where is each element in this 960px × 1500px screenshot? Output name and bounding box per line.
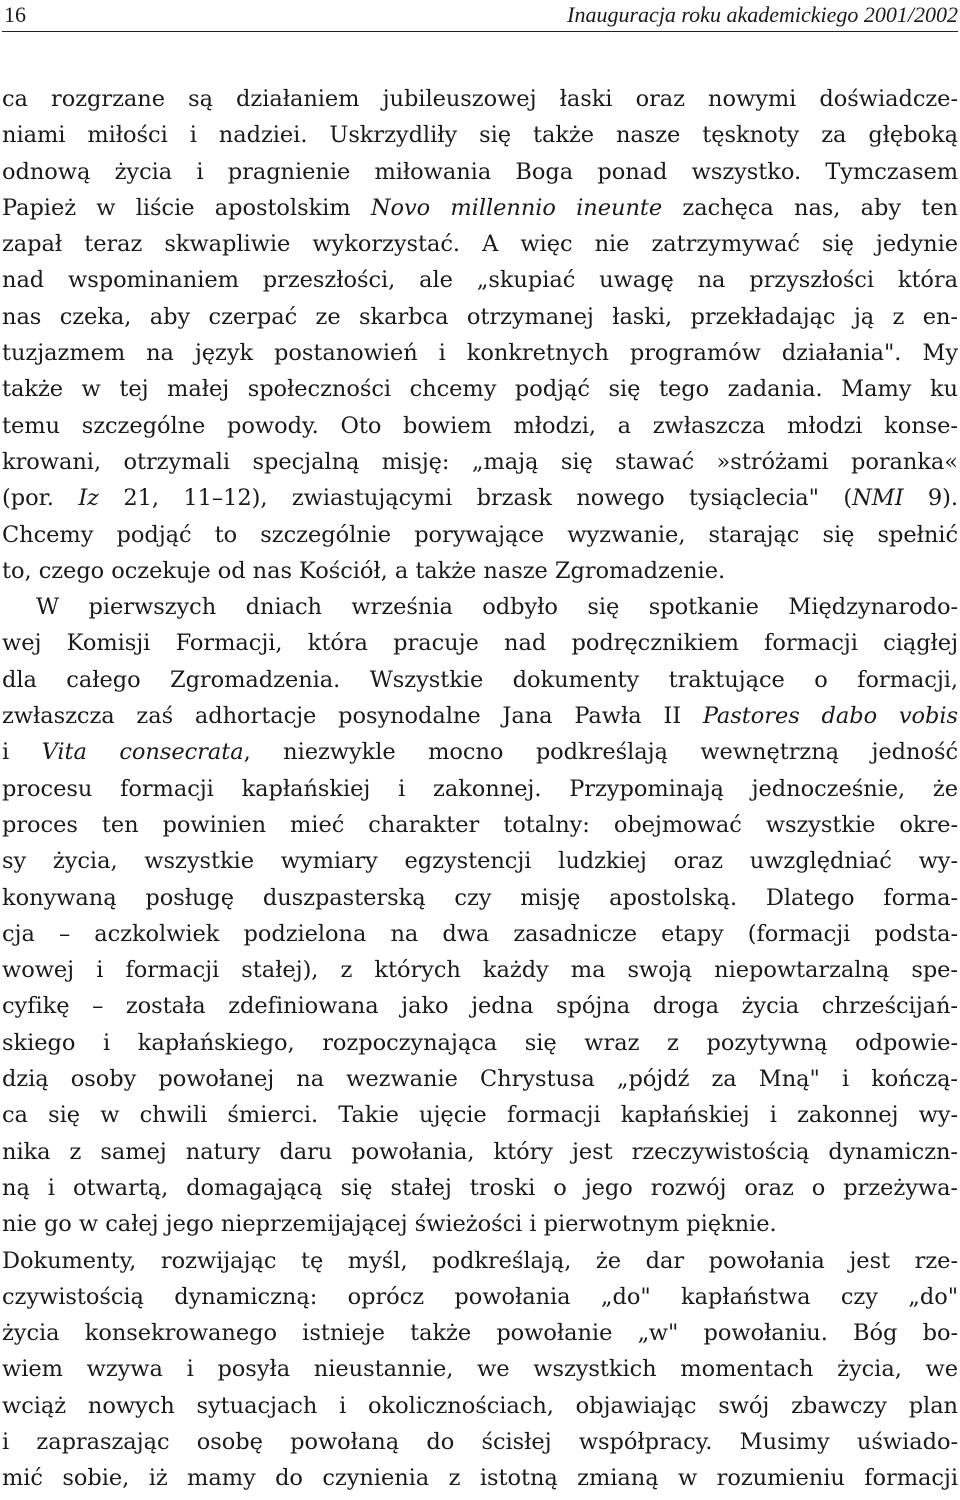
text-line bbox=[2, 988, 958, 1024]
text-line bbox=[2, 1206, 958, 1242]
text-run: odnową życia i pragnienie miłowania Boga ponad wszystko. Tymczasem bbox=[2, 158, 958, 185]
text-run: nika z samej natury daru powołania, który jest rzeczywistością dynamiczn- bbox=[2, 1138, 958, 1165]
italic-text: Novo millennio ineunte bbox=[370, 194, 663, 221]
text-line bbox=[2, 480, 958, 516]
running-header bbox=[2, 0, 958, 32]
text-run: wowej i formacji stałej), z których każdy ma swoją niepowtarzalną spe- bbox=[2, 957, 958, 984]
text-run: konywaną posługę duszpasterską czy misję apostolską. Dlatego forma- bbox=[2, 884, 958, 911]
text-line bbox=[2, 1025, 958, 1061]
text-run: 9). bbox=[903, 485, 959, 512]
text-run: cyfikę – została zdefiniowana jako jedna spójna droga życia chrześcijań- bbox=[2, 993, 958, 1020]
text-run: wej Komisji Formacji, która pracuje nad podręcznikiem formacji ciągłej bbox=[2, 630, 958, 657]
text-run: cja – aczkolwiek podzielona na dwa zasadnicze etapy (formacji podsta- bbox=[2, 920, 958, 947]
text-line bbox=[2, 190, 958, 226]
text-run: krowani, otrzymali specjalną misję: „mają się stawać »stróżami poranka« bbox=[2, 448, 958, 475]
text-line bbox=[2, 517, 958, 553]
text-run: (por. bbox=[2, 485, 79, 512]
text-line bbox=[2, 807, 958, 843]
text-line bbox=[2, 1243, 958, 1279]
text-run: nie go w całej jego nieprzemijającej świeżości i pierwotnym pięknie. bbox=[2, 1211, 777, 1238]
text-run: W pierwszych dniach września odbyło się spotkanie Międzynarodo- bbox=[36, 594, 958, 621]
italic-text: Iz bbox=[78, 485, 99, 512]
italic-text: Vita consecrata bbox=[41, 739, 244, 766]
text-run: Dokumenty, rozwijając tę myśl, podkreślają, że dar powołania jest rze- bbox=[2, 1247, 958, 1274]
text-run: wiem wzywa i posyła nieustannie, we wszystkich momentach życia, we bbox=[2, 1356, 958, 1383]
text-line bbox=[2, 1097, 958, 1133]
text-line bbox=[2, 81, 958, 117]
text-run: zapał teraz skwapliwie wykorzystać. A więc nie zatrzymywać się jedynie bbox=[2, 231, 958, 258]
text-run: ną i otwartą, domagającą się stałej troski o jego rozwój oraz o przeżywa- bbox=[2, 1174, 958, 1201]
text-line bbox=[2, 662, 958, 698]
text-run: procesu formacji kapłańskiej i zakonnej. Przypominają jednocześnie, że bbox=[2, 775, 958, 802]
text-run: nad wspominaniem przeszłości, ale „skupiać uwagę na przyszłości która bbox=[2, 267, 958, 294]
text-line bbox=[2, 880, 958, 916]
page-number: 16 bbox=[4, 2, 26, 27]
text-line bbox=[2, 916, 958, 952]
text-line bbox=[2, 117, 958, 153]
text-run: skiego i kapłańskiego, rozpoczynająca się wraz z pozytywną odpowie- bbox=[2, 1029, 958, 1056]
text-run: wciąż nowych sytuacjach i okolicznościach, objawiając swój zbawczy plan bbox=[2, 1392, 958, 1419]
text-run: 21, 11–12), zwiastującymi brzask nowego tysiąclecia" ( bbox=[98, 485, 853, 512]
italic-text: Pastores dabo vobis bbox=[702, 703, 959, 730]
text-line bbox=[2, 408, 958, 444]
text-line bbox=[2, 734, 958, 770]
text-run: proces ten powinien mieć charakter totalny: obejmować wszystkie okre- bbox=[2, 811, 958, 838]
text-run: i zapraszając osobę powołaną do ścisłej współpracy. Musimy uświado- bbox=[2, 1428, 958, 1455]
text-line bbox=[2, 226, 958, 262]
text-line bbox=[2, 1170, 958, 1206]
text-line bbox=[2, 625, 958, 661]
text-run: czywistością dynamiczną: oprócz powołania „do" kapłaństwa czy „do" bbox=[2, 1283, 958, 1310]
text-line bbox=[2, 262, 958, 298]
text-line bbox=[2, 843, 958, 879]
text-line bbox=[2, 698, 958, 734]
text-line bbox=[2, 771, 958, 807]
text-line bbox=[2, 1315, 958, 1351]
text-run: ca się w chwili śmierci. Takie ujęcie formacji kapłańskiej i zakonnej wy- bbox=[2, 1102, 958, 1129]
text-line bbox=[2, 1279, 958, 1315]
text-line bbox=[2, 589, 958, 625]
text-line bbox=[2, 1460, 958, 1496]
running-title: Inauguracja roku akademickiego 2001/2002 bbox=[567, 2, 958, 27]
text-line bbox=[2, 1424, 958, 1460]
text-run: i bbox=[2, 739, 42, 766]
text-line bbox=[2, 299, 958, 335]
text-run: także w tej małej społeczności chcemy podjąć się tego zadania. Mamy ku bbox=[2, 376, 958, 403]
text-run: dla całego Zgromadzenia. Wszystkie dokumenty traktujące o formacji, bbox=[2, 666, 958, 693]
text-run: mić sobie, iż mamy do czynienia z istotną zmianą w rozumieniu formacji bbox=[2, 1465, 958, 1492]
text-line bbox=[2, 1388, 958, 1424]
text-run: to, czego oczekuje od nas Kościół, a także nasze Zgromadzenie. bbox=[2, 557, 726, 584]
text-run: nas czeka, aby czerpać ze skarbca otrzymanej łaski, przekładając ją z en- bbox=[2, 303, 958, 330]
text-line bbox=[2, 1351, 958, 1387]
text-run: tuzjazmem na język postanowień i konkretnych programów działania". My bbox=[2, 340, 958, 367]
text-run: Chcemy podjąć to szczególnie porywające wyzwanie, starając się spełnić bbox=[2, 521, 958, 548]
text-run: temu szczególne powody. Oto bowiem młodzi, a zwłaszcza młodzi konse- bbox=[2, 412, 958, 439]
text-line bbox=[2, 371, 958, 407]
text-run: ca rozgrzane są działaniem jubileuszowej łaski oraz nowymi doświadcze- bbox=[2, 86, 958, 112]
text-run: zwłaszcza zaś adhortacje posynodalne Jana Pawła II bbox=[2, 703, 703, 730]
text-line bbox=[2, 952, 958, 988]
text-run: niami miłości i nadziei. Uskrzydliły się także nasze tęsknoty za głęboką bbox=[2, 122, 958, 149]
text-run: , niezwykle mocno podkreślają wewnętrzną jedność bbox=[243, 739, 959, 766]
text-line bbox=[2, 335, 958, 371]
text-line bbox=[2, 1061, 958, 1097]
text-line bbox=[2, 1134, 958, 1170]
text-run: życia konsekrowanego istnieje także powołanie „w" powołaniu. Bóg bo- bbox=[2, 1320, 958, 1347]
text-line bbox=[2, 553, 958, 589]
text-run: Papież w liście apostolskim bbox=[2, 194, 371, 221]
text-run: sy życia, wszystkie wymiary egzystencji ludzkiej oraz uwzględniać wy- bbox=[2, 848, 958, 875]
text-run: dzią osoby powołanej na wezwanie Chrystusa „pójdź za Mną" i kończą- bbox=[2, 1066, 958, 1093]
body-text bbox=[2, 81, 958, 1497]
text-line bbox=[2, 444, 958, 480]
italic-text: NMI bbox=[852, 485, 904, 512]
text-line bbox=[2, 154, 958, 190]
text-run: zachęca nas, aby ten bbox=[662, 194, 958, 221]
